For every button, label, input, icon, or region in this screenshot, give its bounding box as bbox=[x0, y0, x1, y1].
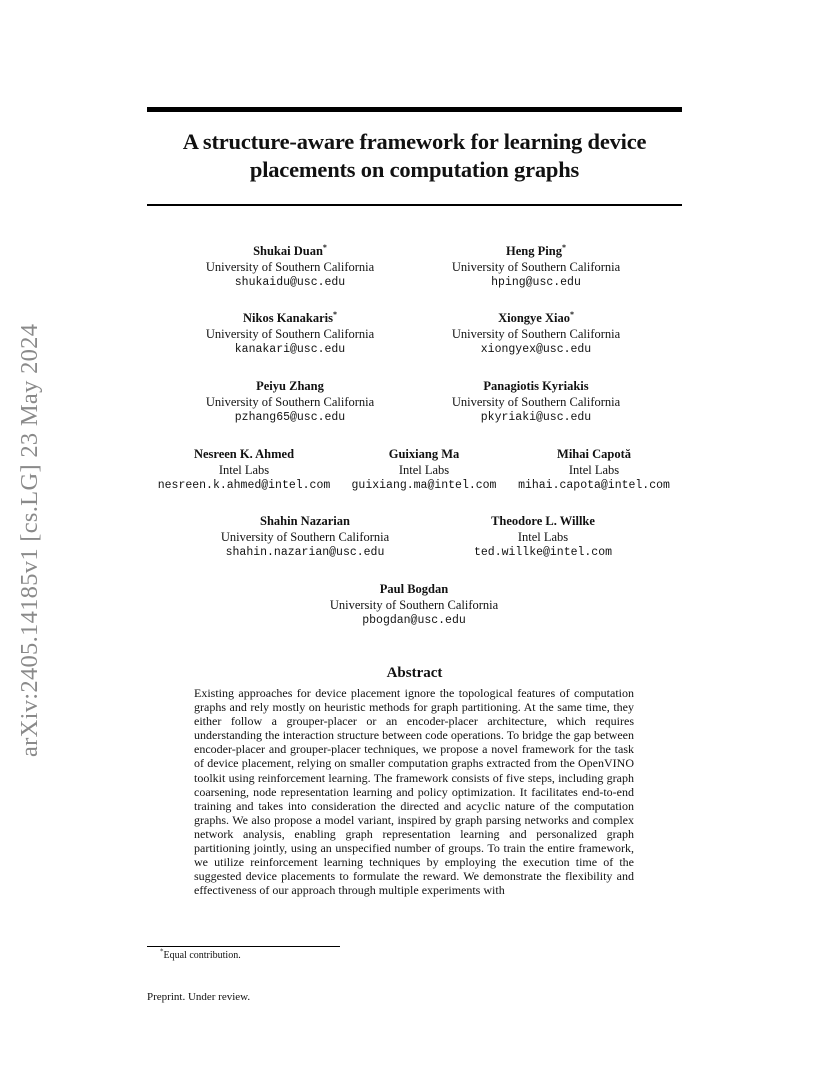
author-block bbox=[436, 244, 636, 291]
author-name: Guixiang Ma bbox=[388, 447, 460, 461]
author-affiliation: Intel Labs bbox=[568, 462, 620, 477]
author-block bbox=[205, 514, 405, 561]
author-affiliation: University of Southern California bbox=[451, 326, 621, 341]
author-name: Peiyu Zhang bbox=[256, 379, 324, 393]
author-email: pkyriaki@usc.edu bbox=[480, 411, 592, 424]
author-block bbox=[190, 244, 390, 291]
paper-title: A structure-aware framework for learning device placements on computation graphs bbox=[182, 129, 647, 182]
footnote-rule bbox=[147, 946, 340, 947]
author-affiliation: University of Southern California bbox=[205, 259, 375, 274]
author-affiliation: University of Southern California bbox=[205, 394, 375, 409]
abstract-body: Existing approaches for device placement ignore the topological features of computation graphs and rely mostly on heuristic methods for graph partitioning. At the same time, they either follow a grouper-placer or an encoder-placer architecture, which requires understanding the interaction structure between code operations. To bridge the gap between encoder-placer and grouper-placer techniques, we propose a novel framework for the task of device placement, relying on smaller computation graphs extracted from the OpenVINO toolkit using reinforcement learning. The framework consists of five steps, including graph coarsening, node representation learning and policy optimization. It facilitates end-to-end training and takes into consideration the directed and acyclic nature of the computation graphs. We also propose a model variant, inspired by graph parsing networks and complex network analysis, enabling graph representation learning and personalized graph partitioning jointly, using an unspecified number of groups. To train the entire framework, we utilize reinforcement learning techniques by employing the execution time of the suggested device placements to formulate the reward. We demonstrate the flexibility and effectiveness of our approach through multiple experiments with bbox=[194, 686, 634, 898]
author-email: hping@usc.edu bbox=[491, 276, 581, 289]
author-block bbox=[190, 311, 390, 358]
author-name: Paul Bogdan bbox=[379, 582, 449, 596]
author-name: Shukai Duan* bbox=[253, 242, 327, 258]
author-email: pbogdan@usc.edu bbox=[362, 614, 466, 627]
author-email: shukaidu@usc.edu bbox=[234, 276, 346, 289]
author-email: ted.willke@intel.com bbox=[473, 546, 613, 559]
author-affiliation: Intel Labs bbox=[517, 529, 569, 544]
author-name: Xiongye Xiao* bbox=[498, 309, 574, 325]
author-email: guixiang.ma@intel.com bbox=[351, 479, 497, 492]
author-affiliation: University of Southern California bbox=[451, 394, 621, 409]
author-block bbox=[344, 447, 504, 494]
title-bottom-rule bbox=[147, 204, 682, 206]
arxiv-identifier-stamp: arXiv:2405.14185v1 [cs.LG] 23 May 2024 bbox=[16, 323, 43, 757]
author-name: Shahin Nazarian bbox=[260, 514, 350, 528]
author-name: Nikos Kanakaris* bbox=[243, 309, 337, 325]
author-affiliation: University of Southern California bbox=[451, 259, 621, 274]
author-block bbox=[148, 447, 340, 494]
author-block bbox=[436, 311, 636, 358]
title-top-rule bbox=[147, 107, 682, 112]
author-email: nesreen.k.ahmed@intel.com bbox=[157, 479, 331, 492]
preprint-notice: Preprint. Under review. bbox=[147, 991, 251, 1003]
author-affiliation: University of Southern California bbox=[205, 326, 375, 341]
author-email: shahin.nazarian@usc.edu bbox=[225, 546, 385, 559]
author-email: xiongyex@usc.edu bbox=[480, 343, 592, 356]
author-affiliation: Intel Labs bbox=[398, 462, 450, 477]
author-name: Heng Ping* bbox=[506, 242, 566, 258]
author-name: Theodore L. Willke bbox=[491, 514, 595, 528]
author-affiliation: University of Southern California bbox=[220, 529, 390, 544]
abstract-heading: Abstract bbox=[386, 665, 443, 681]
author-block bbox=[190, 379, 390, 426]
author-block bbox=[436, 379, 636, 426]
author-block bbox=[510, 447, 678, 494]
author-name: Nesreen K. Ahmed bbox=[193, 447, 295, 461]
author-affiliation: Intel Labs bbox=[218, 462, 270, 477]
author-block bbox=[314, 582, 514, 629]
author-name: Mihai Capotă bbox=[557, 447, 631, 461]
author-affiliation: University of Southern California bbox=[329, 597, 499, 612]
author-name: Panagiotis Kyriakis bbox=[483, 379, 589, 393]
author-email: kanakari@usc.edu bbox=[234, 343, 346, 356]
footnote: *Equal contribution. bbox=[160, 947, 241, 961]
author-email: pzhang65@usc.edu bbox=[234, 411, 346, 424]
author-email: mihai.capota@intel.com bbox=[518, 479, 670, 492]
author-block bbox=[443, 514, 643, 561]
